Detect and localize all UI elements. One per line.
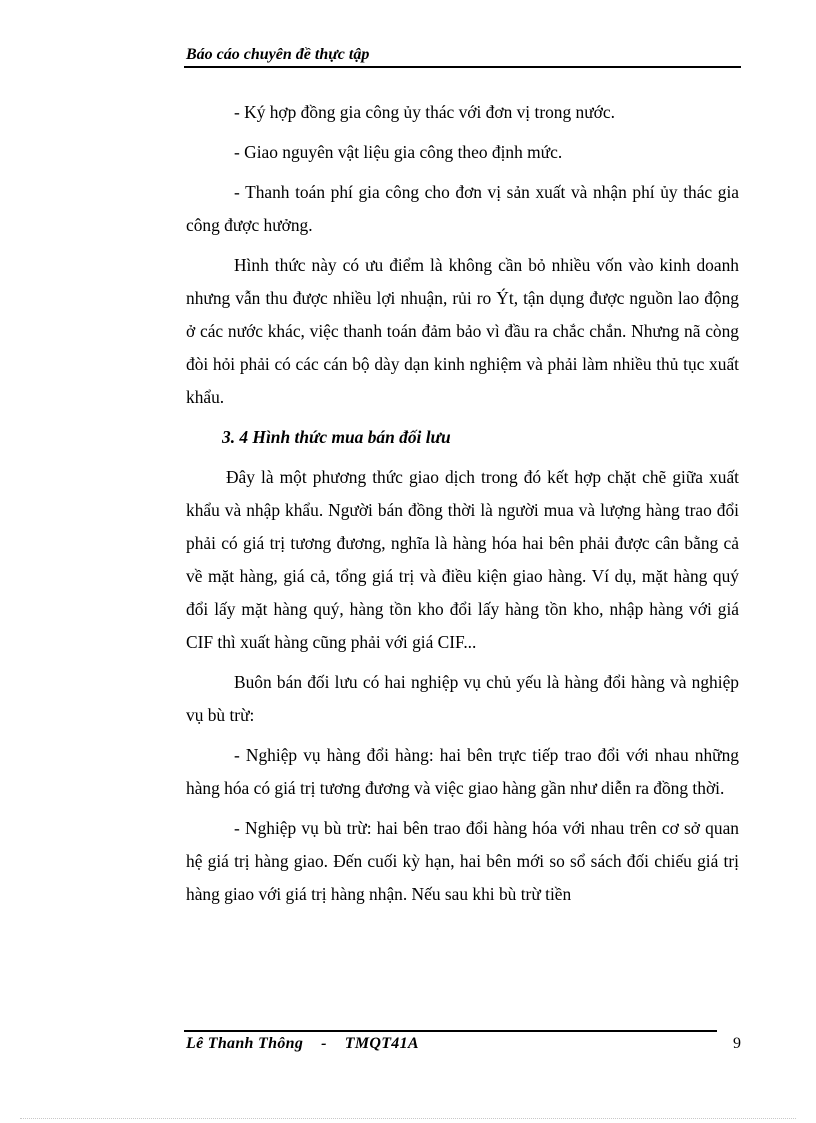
paragraph-7: - Nghiệp vụ hàng đổi hàng: hai bên trực tiếp trao đổi với nhau những hàng hóa có giá trị tương đương và việc giao hàng gần như diễn ra đồng thời. [186, 745, 739, 798]
paragraph-8: - Nghiệp vụ bù trừ: hai bên trao đổi hàng hóa với nhau trên cơ sở quan hệ giá trị hàng giao. Đến cuối kỳ hạn, hai bên mới so sổ sách đối chiếu giá trị hàng giao với giá trị hàng nhận. Nếu sau khi bù trừ tiền [186, 818, 739, 904]
document-body [186, 96, 739, 918]
section-heading: 3. 4 Hình thức mua bán đối lưu [222, 427, 451, 447]
page-number: 9 [733, 1035, 741, 1052]
paragraph-2: - Giao nguyên vật liệu gia công theo định mức. [234, 142, 563, 162]
header-rule [184, 66, 741, 68]
paragraph-3: - Thanh toán phí gia công cho đơn vị sản xuất và nhận phí ủy thác gia công được hưởng. [186, 182, 739, 235]
paragraph-1: - Ký hợp đồng gia công ủy thác với đơn vị trong nước. [234, 102, 615, 122]
footer-rule [184, 1030, 717, 1032]
paragraph-6: Buôn bán đối lưu có hai nghiệp vụ chủ yếu là hàng đổi hàng và nghiệp vụ bù trừ: [186, 672, 739, 725]
footer-class-code: TMQT41A [344, 1035, 419, 1052]
footer-author: Lê Thanh Thông [186, 1035, 304, 1052]
header-title: Báo cáo chuyên đề thực tập [186, 46, 370, 63]
footer-author-line [186, 1035, 419, 1053]
paragraph-5: Đây là một phương thức giao dịch trong đó kết hợp chặt chẽ giữa xuất khẩu và nhập khẩu. Người bán đồng thời là người mua và lượng hàng trao đổi phải có giá trị tương đương, nghĩa là hàng hóa hai bên phải được cân bằng cả về mặt hàng, giá cả, tổng giá trị và điều kiện giao hàng. Ví dụ, mặt hàng quý đổi lấy mặt hàng quý, hàng tồn kho đổi lấy hàng tồn kho, nhập hàng với giá CIF thì xuất hàng cũng phải với giá CIF... [186, 467, 739, 652]
page-bottom-divider [20, 1118, 796, 1119]
footer-separator: - [321, 1035, 327, 1052]
paragraph-4: Hình thức này có ưu điểm là không cần bỏ nhiều vốn vào kinh doanh nhưng vẫn thu được nhiều lợi nhuận, rủi ro Ýt, tận dụng được nguồn lao động ở các nước khác, việc thanh toán đảm bảo vì đầu ra chắc chắn. Nhưng nã còng đòi hỏi phải có các cán bộ dày dạn kinh nghiệm và phải làm nhiều thủ tục xuất khẩu. [186, 255, 739, 407]
